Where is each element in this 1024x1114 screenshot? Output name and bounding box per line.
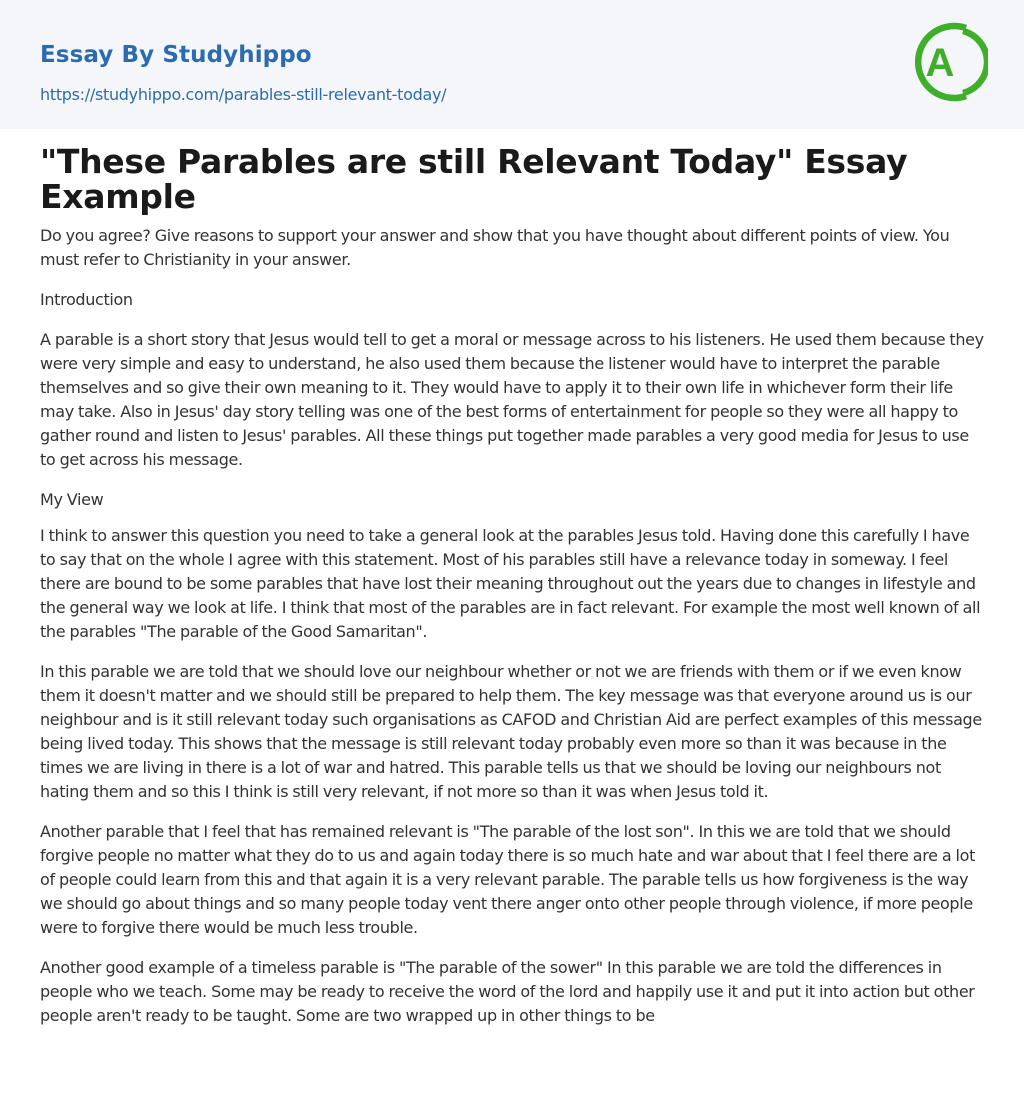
site-header [0, 0, 1024, 129]
paragraph-good-samaritan: In this parable we are told that we should love our neighbour whether or not we are friends with them or if we even know them it doesn't matter and we should still be prepared to help them. The key message was that everyone around us is our neighbour and is it still relevant today such organisations as CAFOD and Christian Aid are perfect examples of this message being lived today. This shows that the message is still relevant today probably even more so than it was because in the times we are living in there is a lot of war and hatred. This parable tells us that we should be loving our neighbours not hating them and so this I think is still very relevant, if not more so than it was when Jesus told it. [40, 662, 982, 801]
paragraph-sower: Another good example of a timeless parable is "The parable of the sower" In this parable we are told the differences in people who we teach. Some may be ready to receive the word of the lord and happily use it and put it into action but other people aren't ready to be taught. Some are two wrapped up in other things to be [40, 958, 975, 1025]
paragraph-my-view: I think to answer this question you need to take a general look at the parables Jesus told. Having done this carefully I have to say that on the whole I agree with this statement. Most of his parables still have a relevance today in someway. I feel there are bound to be some parables that have lost their meaning throughout out the years due to changes in lifestyle and the general way we look at life. I think that most of the parables are in fact relevant. For example the most well known of all the parables "The parable of the Good Samaritan". [40, 526, 981, 641]
essay-prompt: Do you agree? Give reasons to support your answer and show that you have thought about different points of view. You must refer to Christianity in your answer. [40, 226, 950, 269]
site-brand[interactable]: Essay By Studyhippo [40, 42, 312, 68]
paragraph-lost-son: Another parable that I feel that has remained relevant is "The parable of the lost son". In this we are told that we should forgive people no matter what they do to us and again today there is so much hate and war about that I feel there are a lot of people could learn from this and that again it is a very relevant parable. The parable tells us how forgiveness is the way we should go about things and so many people today vent there anger onto other people through violence, if more people were to forgive there would be much less trouble. [40, 822, 975, 937]
paragraph-introduction: A parable is a short story that Jesus would tell to get a moral or message across to his listeners. He used them because they were very simple and easy to understand, he also used them because the listener would have to interpret the parable themselves and so give their own meaning to it. They would have to apply it to their own life in whichever form their life may take. Also in Jesus' day story telling was one of the best forms of entertainment for people so they were all happy to gather round and listen to Jesus' parables. All these things put together made parables a very good media for Jesus to use to get across his message. [40, 330, 984, 469]
article-title: "These Parables are still Relevant Today" Essay Example [40, 142, 908, 216]
section-heading-introduction: Introduction [40, 290, 133, 309]
studyhippo-logo-icon[interactable] [910, 18, 988, 106]
logo-letter: A [925, 41, 955, 85]
section-heading-my-view: My View [40, 490, 104, 509]
article [40, 144, 986, 1044]
page-url-link[interactable]: https://studyhippo.com/parables-still-relevant-today/ [40, 85, 447, 104]
